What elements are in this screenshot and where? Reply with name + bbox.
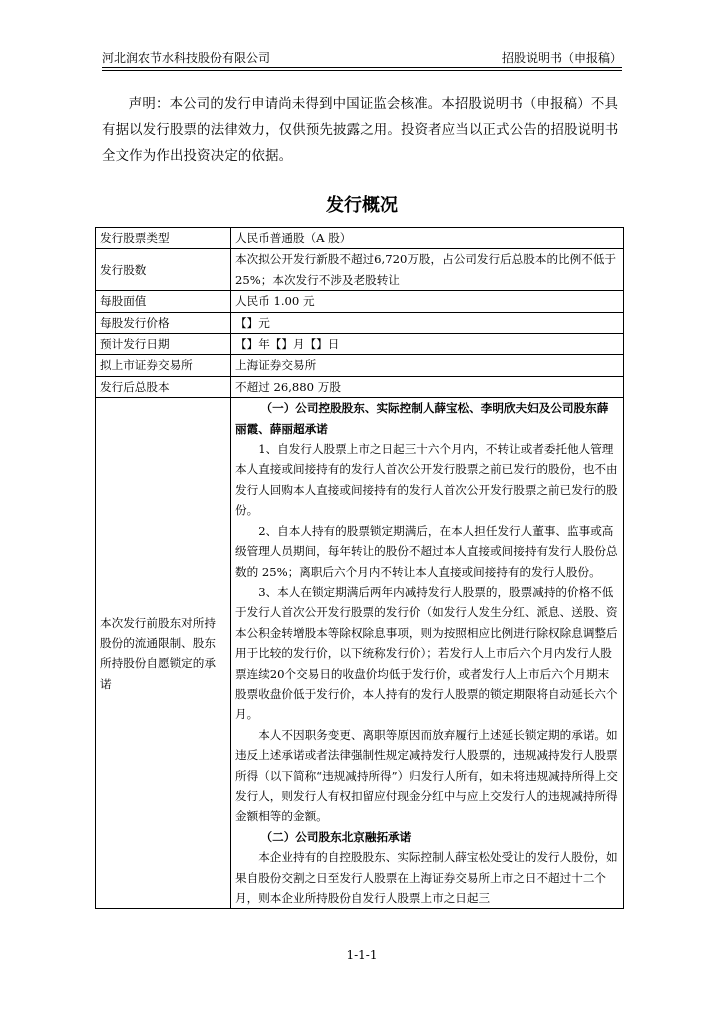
page-title: 发行概况: [326, 195, 398, 216]
row-label: 发行后总股本: [96, 376, 231, 397]
row-label: 发行股票类型: [96, 228, 231, 249]
table-row: [96, 355, 624, 376]
header-document-type: 招股说明书（申报稿）: [501, 51, 622, 65]
table-row: [96, 312, 624, 333]
page-header: [102, 50, 622, 68]
commitment-label: 本次发行前股东对所持股份的流通限制、股东所持股份自愿锁定的承诺: [96, 398, 231, 909]
table-row: [96, 291, 624, 312]
row-value: 不超过 26,880 万股: [231, 376, 624, 397]
row-label: 拟上市证券交易所: [96, 355, 231, 376]
issuance-overview-table: [95, 227, 624, 909]
row-label: 每股面值: [96, 291, 231, 312]
table-row: [96, 376, 624, 397]
section2-title: （二）公司股东北京融拓承诺: [260, 829, 412, 844]
row-label: 预计发行日期: [96, 334, 231, 355]
page-number: 1-1-1: [346, 948, 378, 962]
table-row: [96, 228, 624, 249]
section1-title: （一）公司控股股东、实际控制人薛宝松、李明欣夫妇及公司股东薛丽霞、薛丽超承诺: [235, 401, 609, 436]
section1-paragraph-4: 本人不因职务变更、离职等原因而放弃履行上述延长锁定期的承诺。如违反上述承诺或者法律强制性规定减持发行人股票的，违规减持发行人股票所得（以下简称“违规减持所得”）归发行人所有，如未将违规减持所得上交发行人，则发行人有权扣留应付现金分红中与应上交发行人的违规减持所得金额相等的金额。: [235, 727, 618, 824]
row-value: 【】年【】月【】日: [231, 334, 624, 355]
table-row: [96, 249, 624, 291]
header-company-name: 河北润农节水科技股份有限公司: [102, 51, 271, 65]
disclaimer-statement: 声明：本公司的发行申请尚未得到中国证监会核准。本招股说明书（申报稿）不具有据以发行股票的法律效力，仅供预先披露之用。投资者应当以正式公告的招股说明书全文作为作出投资决定的依据。: [102, 97, 619, 164]
section1-paragraph-1: 1、自发行人股票上市之日起三十六个月内，不转让或者委托他人管理本人直接或间接持有的发行人首次公开发行股票之前已发行的股份，也不由发行人回购本人直接或间接持有的发行人首次公开发行股票之前已发行的股份。: [235, 442, 618, 518]
row-value: 【】元: [231, 312, 624, 333]
row-value: 人民币普通股（A 股）: [231, 228, 624, 249]
commitment-content: [231, 398, 624, 909]
row-value: 上海证券交易所: [231, 355, 624, 376]
row-value: 人民币 1.00 元: [231, 291, 624, 312]
section1-paragraph-2: 2、自本人持有的股票锁定期满后，在本人担任发行人董事、监事或高级管理人员期间，每年转让的股份不超过本人直接或间接持有发行人股份总数的 25%；离职后六个月内不转让本人直接或间接持有的发行人股份。: [235, 523, 618, 579]
table-row: [96, 334, 624, 355]
row-label: 发行股数: [96, 249, 231, 291]
row-value: 本次拟公开发行新股不超过6,720万股，占公司发行后总股本的比例不低于25%；本次发行不涉及老股转让: [231, 249, 624, 291]
commitment-row: [96, 398, 624, 909]
row-label: 每股发行价格: [96, 312, 231, 333]
section2-paragraph-1: 本企业持有的自控股股东、实际控制人薛宝松处受让的发行人股份，如果自股份交割之日至发行人股票在上海证券交易所上市之日不超过十二个月，则本企业所持股份自发行人股票上市之日起三: [235, 850, 618, 905]
header-divider: [102, 70, 622, 71]
section1-paragraph-3: 3、本人在锁定期满后两年内减持发行人股票的，股票减持的价格不低于发行人首次公开发行股票的发行价（如发行人发生分红、派息、送股、资本公积金转增股本等除权除息事项，则为按照相应比例进行除权除息调整后用于比较的发行价，以下统称发行价）；若发行人上市后六个月内发行人股票连续20个交易日的收盘价均低于发行价，或者发行人上市后六个月期末股票收盘价低于发行价，本人持有的发行人股票的锁定期限将自动延长六个月。: [235, 584, 618, 722]
